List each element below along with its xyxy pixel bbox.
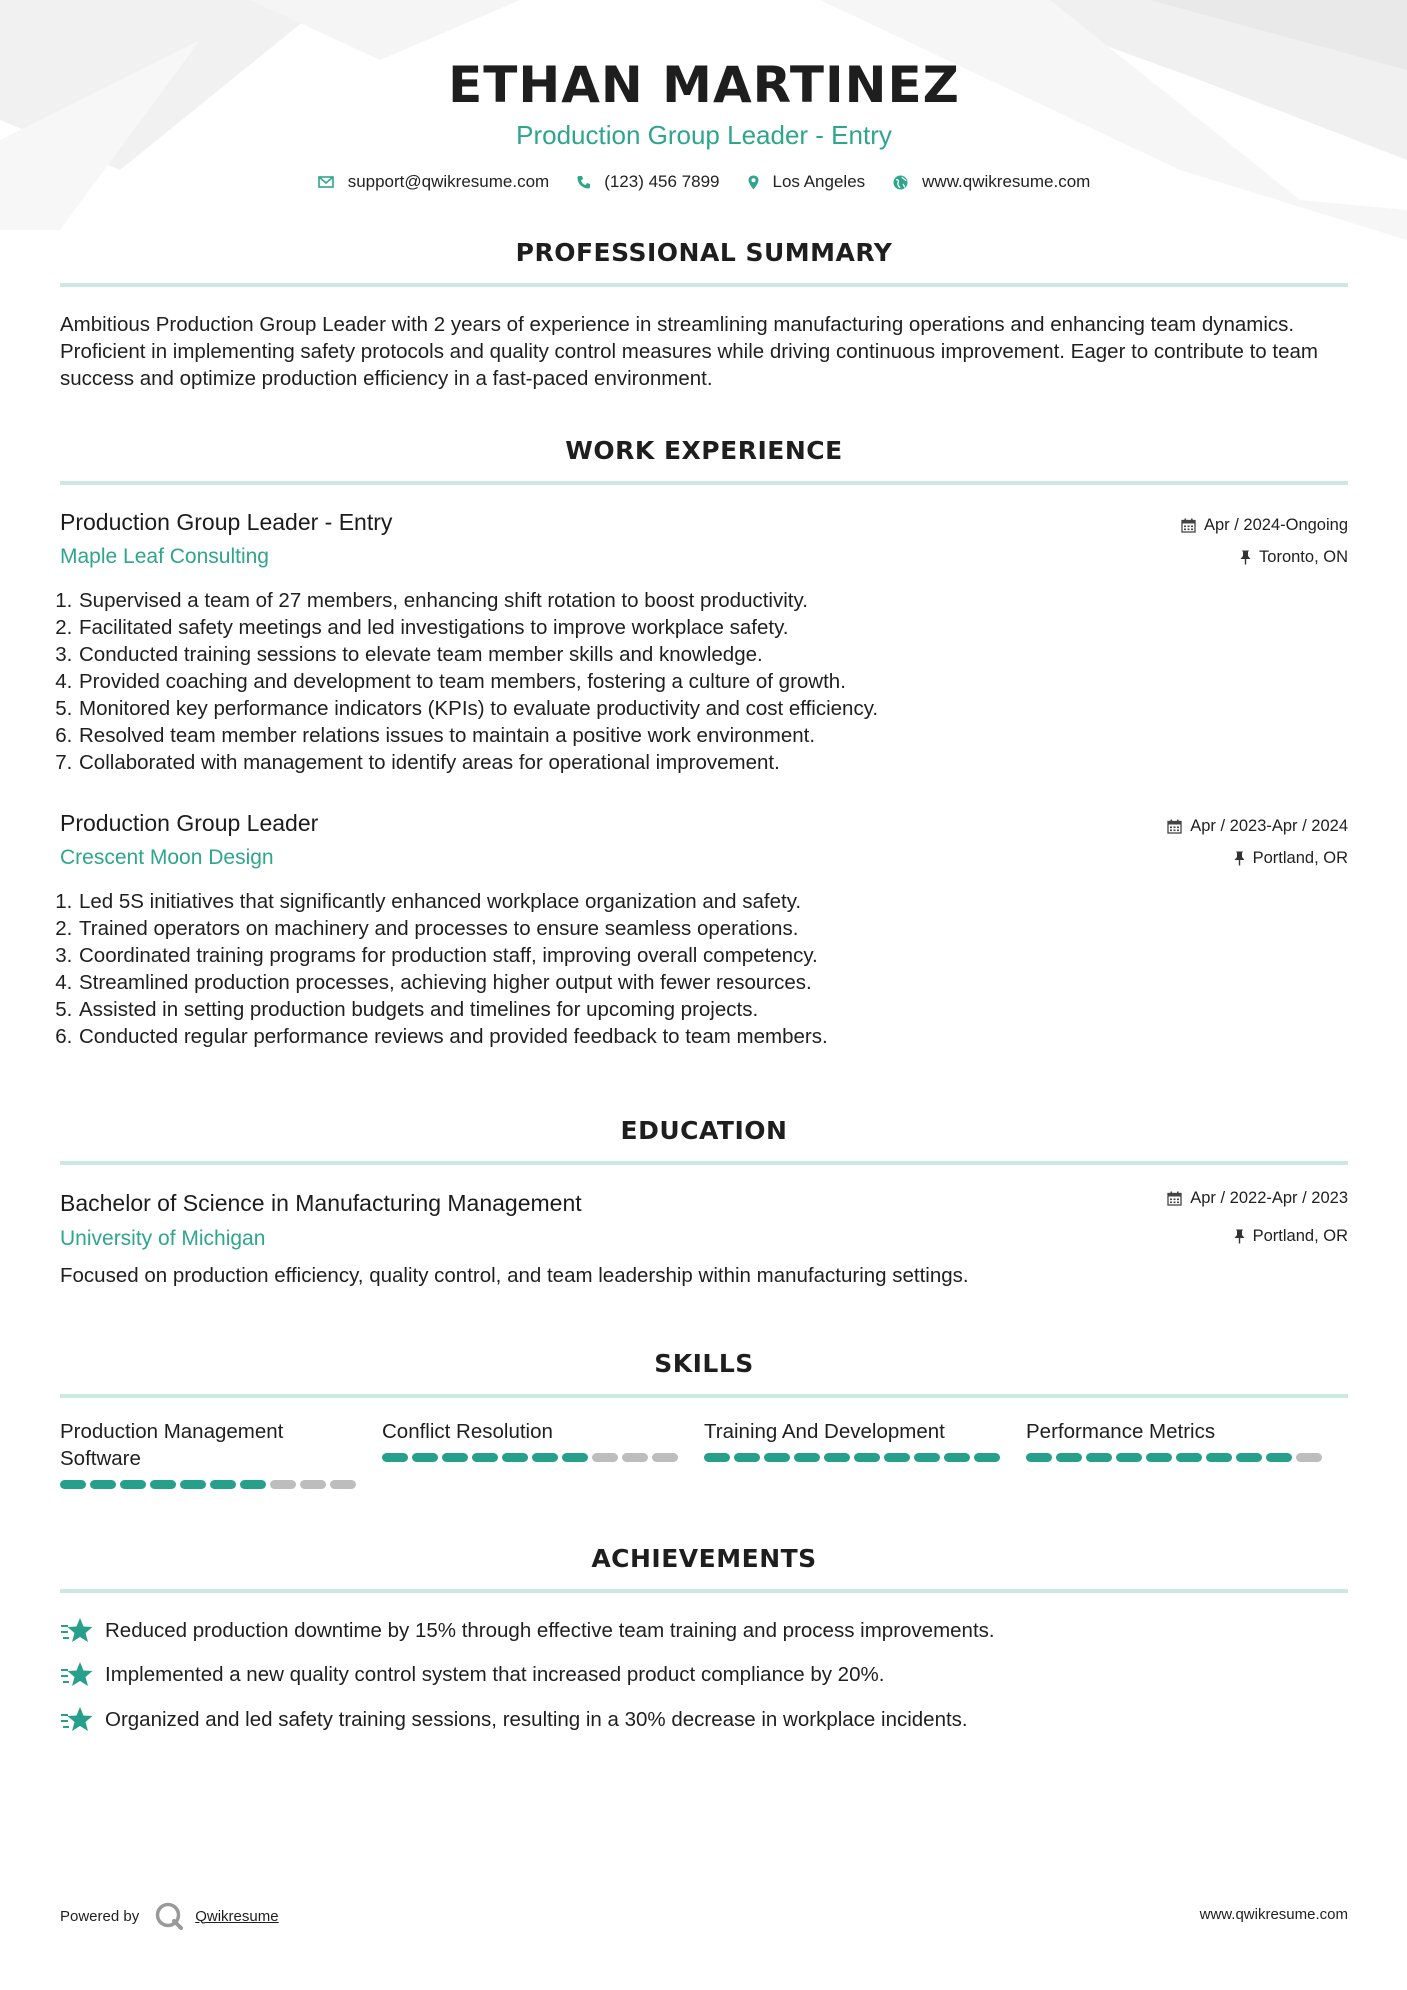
job-title: Production Group Leader - Entry (60, 509, 393, 535)
skill-segment-filled (884, 1453, 910, 1462)
globe-icon (893, 175, 908, 190)
achievement-text: Organized and led safety training sessions, resulting in a 30% decrease in workplace incidents. (105, 1708, 968, 1731)
skill-segment-filled (120, 1480, 146, 1489)
skill-segment-filled (1086, 1453, 1112, 1462)
qwikresume-logo-icon (155, 1902, 183, 1930)
skill-segment-filled (704, 1453, 730, 1462)
contact-location (748, 172, 866, 192)
achievement-item (60, 1617, 995, 1645)
skill-segment-filled (764, 1453, 790, 1462)
pushpin-icon (1240, 550, 1251, 565)
job-location-text: Portland, OR (1252, 849, 1348, 867)
achievement-item (60, 1706, 968, 1734)
skill-item (60, 1418, 382, 1489)
education-description: Focused on production efficiency, quality control, and team leadership within manufacturing settings. (60, 1264, 969, 1287)
job-location (1234, 849, 1348, 868)
powered-by-label: Powered by (60, 1907, 140, 1925)
summary-text: Ambitious Production Group Leader with 2 years of experience in streamlining manufacturing operations and enhancing team dynamics. Proficient in implementing safety protocols and quality control measures while driving continuous improvement. Eager to contribute to team success and optimize production efficiency in a fast-paced environment. (60, 313, 1318, 390)
skill-segment-filled (150, 1480, 176, 1489)
list-item: 2. Facilitated safety meetings and led investigations to improve workplace safety. (78, 614, 878, 641)
star-icon (60, 1617, 93, 1645)
skill-segment-filled (472, 1453, 498, 1462)
skill-segment-filled (240, 1480, 266, 1489)
list-item: 7. Collaborated with management to identify areas for operational improvement. (78, 749, 878, 776)
job-dates (1167, 817, 1348, 836)
skill-segment-filled (734, 1453, 760, 1462)
achievement-text: Reduced production downtime by 15% through effective team training and process improvements. (105, 1619, 995, 1642)
job-location (1240, 548, 1348, 567)
job-location-text: Toronto, ON (1259, 548, 1348, 566)
skill-segment-filled (1146, 1453, 1172, 1462)
skill-segment-filled (180, 1480, 206, 1489)
contact-phone[interactable] (577, 172, 719, 192)
contact-website-text: www.qwikresume.com (922, 172, 1091, 191)
education-location-text: Portland, OR (1252, 1227, 1348, 1245)
skill-segment-filled (1026, 1453, 1052, 1462)
job-dates-text: Apr / 2024-Ongoing (1203, 516, 1348, 534)
contact-website[interactable] (893, 172, 1090, 192)
phone-icon (577, 175, 590, 189)
map-pin-icon (748, 175, 759, 190)
skill-segment-filled (1206, 1453, 1232, 1462)
job-dates-text: Apr / 2023-Apr / 2024 (1190, 817, 1348, 835)
skill-segment-filled (1236, 1453, 1262, 1462)
skill-segment-empty (330, 1480, 356, 1489)
star-icon (60, 1661, 93, 1689)
skill-item (704, 1418, 1026, 1489)
list-item: 5. Monitored key performance indicators (KPIs) to evaluate productivity and cost efficiency. (78, 695, 878, 722)
footer-powered-by (60, 1902, 279, 1930)
job-responsibilities (54, 888, 828, 1050)
calendar-icon (1167, 819, 1182, 834)
brand-link[interactable]: Qwikresume (195, 1907, 279, 1925)
contact-location-text: Los Angeles (772, 172, 866, 191)
education-location (1234, 1227, 1348, 1246)
skill-name: Training And Development (704, 1420, 945, 1443)
degree-title: Bachelor of Science in Manufacturing Management (60, 1190, 582, 1216)
skills-heading: SKILLS (654, 1349, 754, 1378)
skill-segment-empty (652, 1453, 678, 1462)
contact-bar (60, 172, 1348, 192)
calendar-icon (1181, 518, 1196, 533)
skill-item (382, 1418, 704, 1489)
calendar-icon (1167, 1191, 1182, 1206)
list-item: 3. Coordinated training programs for production staff, improving overall competency. (78, 942, 828, 969)
summary-divider (60, 283, 1348, 287)
skill-segment-filled (974, 1453, 1000, 1462)
skill-segment-empty (1296, 1453, 1322, 1462)
list-item: 5. Assisted in setting production budgets and timelines for upcoming projects. (78, 996, 828, 1023)
company-name: Maple Leaf Consulting (60, 545, 269, 568)
footer-website[interactable]: www.qwikresume.com (1199, 1906, 1348, 1923)
skill-segment-filled (794, 1453, 820, 1462)
skill-segment-filled (1116, 1453, 1142, 1462)
skill-segment-filled (60, 1480, 86, 1489)
skill-name: Conflict Resolution (382, 1420, 553, 1443)
skill-item (1026, 1418, 1348, 1489)
skill-level-bar (60, 1480, 382, 1489)
skill-segment-filled (1176, 1453, 1202, 1462)
list-item: 1. Supervised a team of 27 members, enhancing shift rotation to boost productivity. (78, 587, 878, 614)
experience-heading: WORK EXPERIENCE (565, 436, 843, 465)
list-item: 6. Conducted regular performance reviews and provided feedback to team members. (78, 1023, 828, 1050)
job-dates (1181, 516, 1348, 535)
education-divider (60, 1161, 1348, 1165)
skills-divider (60, 1394, 1348, 1398)
skill-segment-empty (300, 1480, 326, 1489)
skill-segment-filled (562, 1453, 588, 1462)
candidate-role: Production Group Leader - Entry (516, 120, 892, 150)
achievements-divider (60, 1589, 1348, 1593)
job-title: Production Group Leader (60, 810, 319, 836)
candidate-name: ETHAN MARTINEZ (448, 56, 960, 114)
job-responsibilities (54, 587, 878, 776)
list-item: 4. Provided coaching and development to team members, fostering a culture of growth. (78, 668, 878, 695)
skill-segment-filled (914, 1453, 940, 1462)
contact-phone-text: (123) 456 7899 (604, 172, 720, 191)
skill-segment-filled (502, 1453, 528, 1462)
skill-level-bar (1026, 1453, 1348, 1462)
skill-segment-filled (1266, 1453, 1292, 1462)
skills-list (60, 1418, 1348, 1489)
contact-email[interactable] (318, 172, 550, 192)
skill-segment-filled (90, 1480, 116, 1489)
school-name: University of Michigan (60, 1227, 266, 1250)
contact-email-text: support@qwikresume.com (347, 172, 550, 191)
skill-level-bar (382, 1453, 704, 1462)
skill-segment-filled (944, 1453, 970, 1462)
list-item: 2. Trained operators on machinery and processes to ensure seamless operations. (78, 915, 828, 942)
experience-divider (60, 481, 1348, 485)
list-item: 6. Resolved team member relations issues to maintain a positive work environment. (78, 722, 878, 749)
skill-segment-filled (854, 1453, 880, 1462)
education-dates (1167, 1189, 1348, 1208)
skill-name: Production Management Software (60, 1420, 284, 1470)
skill-segment-filled (532, 1453, 558, 1462)
pushpin-icon (1234, 1229, 1245, 1244)
achievement-item (60, 1661, 884, 1689)
skill-segment-filled (1056, 1453, 1082, 1462)
skill-segment-empty (270, 1480, 296, 1489)
achievement-text: Implemented a new quality control system that increased product compliance by 20%. (105, 1663, 885, 1686)
skill-segment-filled (442, 1453, 468, 1462)
skill-segment-empty (592, 1453, 618, 1462)
list-item: 1. Led 5S initiatives that significantly enhanced workplace organization and safety. (78, 888, 828, 915)
pushpin-icon (1234, 851, 1245, 866)
skill-segment-filled (382, 1453, 408, 1462)
star-icon (60, 1706, 93, 1734)
skill-segment-filled (210, 1480, 236, 1489)
company-name: Crescent Moon Design (60, 846, 274, 869)
education-dates-text: Apr / 2022-Apr / 2023 (1190, 1189, 1348, 1207)
summary-heading: PROFESSIONAL SUMMARY (515, 238, 893, 267)
achievements-heading: ACHIEVEMENTS (591, 1544, 817, 1573)
envelope-icon (318, 176, 334, 188)
skill-name: Performance Metrics (1026, 1420, 1216, 1443)
list-item: 4. Streamlined production processes, achieving higher output with fewer resources. (78, 969, 828, 996)
skill-segment-filled (824, 1453, 850, 1462)
list-item: 3. Conducted training sessions to elevate team member skills and knowledge. (78, 641, 878, 668)
skill-segment-empty (622, 1453, 648, 1462)
education-heading: EDUCATION (620, 1116, 788, 1145)
skill-level-bar (704, 1453, 1026, 1462)
skill-segment-filled (412, 1453, 438, 1462)
